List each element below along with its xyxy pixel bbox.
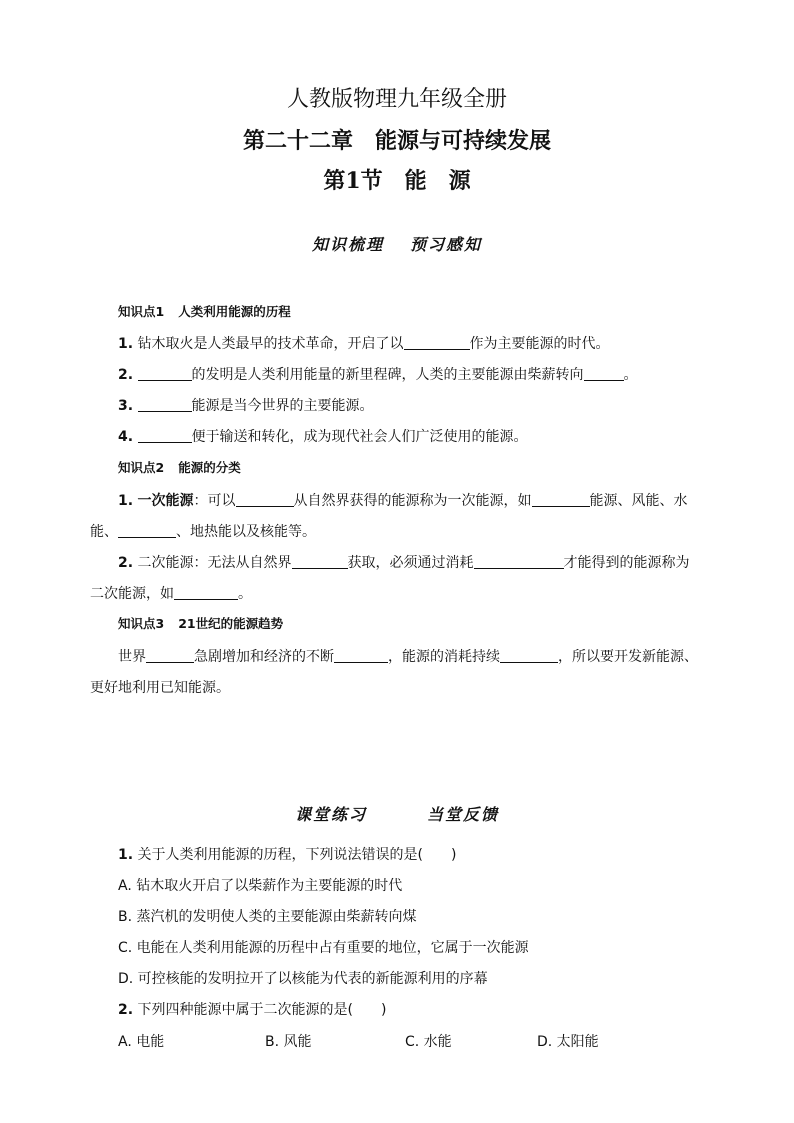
option-d: D. 太阳能: [537, 1034, 599, 1050]
fill-blank: [404, 335, 470, 350]
question-line: [118, 333, 610, 353]
section-heading-part1: 知识梳理: [311, 235, 384, 254]
option-b: B. 风能: [265, 1034, 312, 1050]
section-title: 第1节 能 源: [323, 168, 471, 194]
fill-blank: [236, 492, 294, 507]
question-text: 从自然界获得的能源称为一次能源，如: [293, 493, 532, 509]
question-line: [118, 426, 528, 446]
question-text: 能、: [90, 524, 118, 540]
knowledge-point-heading: [118, 614, 283, 632]
knowledge-point-heading: [118, 302, 291, 320]
question-text: 世界: [118, 649, 146, 665]
question-number: 1.: [118, 847, 134, 863]
fill-blank: [146, 648, 194, 663]
fill-blank: [118, 523, 176, 538]
kp-title: 21世纪的能源趋势: [178, 616, 284, 631]
section-heading-part2: 当堂反馈: [427, 805, 500, 824]
fill-blank: [138, 397, 192, 412]
fill-blank: [138, 428, 192, 443]
fill-blank: [500, 648, 558, 663]
section-heading-part2: 预习感知: [410, 235, 483, 254]
paragraph-line-continued: [90, 677, 230, 697]
section-heading-part1: 课堂练习: [294, 805, 367, 824]
option-a: A. 钻木取火开启了以柴薪作为主要能源的时代: [118, 878, 403, 894]
option-b: B. 蒸汽机的发明使人类的主要能源由柴薪转向煤: [118, 909, 417, 925]
question-line: [118, 364, 638, 384]
kp-title: 能源的分类: [178, 460, 241, 475]
question-number: 2.: [118, 367, 134, 383]
option-d: D. 可控核能的发明拉开了以核能为代表的新能源利用的序幕: [118, 971, 488, 987]
kp-number: 知识点3: [118, 616, 165, 631]
question-line-continued: [90, 521, 316, 541]
exercise-stem: [118, 844, 456, 864]
question-text: 才能得到的能源称为: [563, 555, 690, 571]
question-number: 3.: [118, 398, 134, 414]
question-text: 下列四种能源中属于二次能源的是( ): [137, 1002, 387, 1018]
kp-title: 人类利用能源的历程: [178, 304, 291, 319]
question-text: ：可以: [193, 493, 236, 509]
question-number: 4.: [118, 429, 134, 445]
question-line-continued: [90, 583, 252, 603]
paragraph-line: [118, 646, 698, 666]
question-text: ，所以要开发新能源、: [558, 649, 698, 665]
question-text: 便于输送和转化，成为现代社会人们广泛使用的能源。: [191, 429, 528, 445]
fill-blank: [334, 648, 388, 663]
term-label: 一次能源: [137, 493, 194, 509]
question-text: 二次能源：无法从自然界: [137, 555, 292, 571]
question-line: [118, 490, 688, 510]
option-a: A. 电能: [118, 1034, 165, 1050]
question-text: 、地热能以及核能等。: [176, 524, 316, 540]
section-heading-preview: [0, 232, 794, 255]
question-text: 获取，必须通过消耗: [347, 555, 474, 571]
question-text: 二次能源，如: [90, 586, 174, 602]
fill-blank: [292, 554, 348, 569]
fill-blank: [138, 366, 192, 381]
kp-number: 知识点2: [118, 460, 165, 475]
option-c: C. 电能在人类利用能源的历程中占有重要的地位，它属于一次能源: [118, 940, 529, 956]
textbook-title: 人教版物理九年级全册: [286, 87, 507, 112]
question-text: 。: [238, 586, 252, 602]
kp-number: 知识点1: [118, 304, 165, 319]
exercise-stem: [118, 999, 386, 1019]
question-number: 2.: [118, 555, 134, 571]
question-text: 急剧增加和经济的不断: [194, 649, 334, 665]
fill-blank: [474, 554, 564, 569]
fill-blank: [174, 585, 238, 600]
knowledge-point-heading: [118, 458, 241, 476]
question-text: ，能源的消耗持续: [388, 649, 500, 665]
fill-blank: [584, 366, 624, 381]
fill-blank: [532, 492, 590, 507]
question-text: 更好地利用已知能源。: [90, 680, 230, 696]
question-text: 作为主要能源的时代。: [469, 336, 610, 352]
question-text: 能源是当今世界的主要能源。: [191, 398, 374, 414]
question-text: 。: [623, 367, 638, 383]
chapter-title: 第二十二章 能源与可持续发展: [242, 128, 551, 154]
question-text: 关于人类利用能源的历程，下列说法错误的是( ): [137, 847, 457, 863]
question-text: 能源、风能、水: [589, 493, 688, 509]
question-line: [118, 395, 374, 415]
question-text: 的发明是人类利用能量的新里程碑，人类的主要能源由柴薪转向: [191, 367, 584, 383]
question-line: [118, 552, 690, 572]
question-number: 2.: [118, 1002, 134, 1018]
section-heading-practice: [0, 802, 794, 825]
question-number: 1.: [118, 336, 134, 352]
option-c: C. 水能: [405, 1034, 452, 1050]
question-number: 1.: [118, 493, 134, 509]
question-text: 钻木取火是人类最早的技术革命，开启了以: [137, 336, 404, 352]
